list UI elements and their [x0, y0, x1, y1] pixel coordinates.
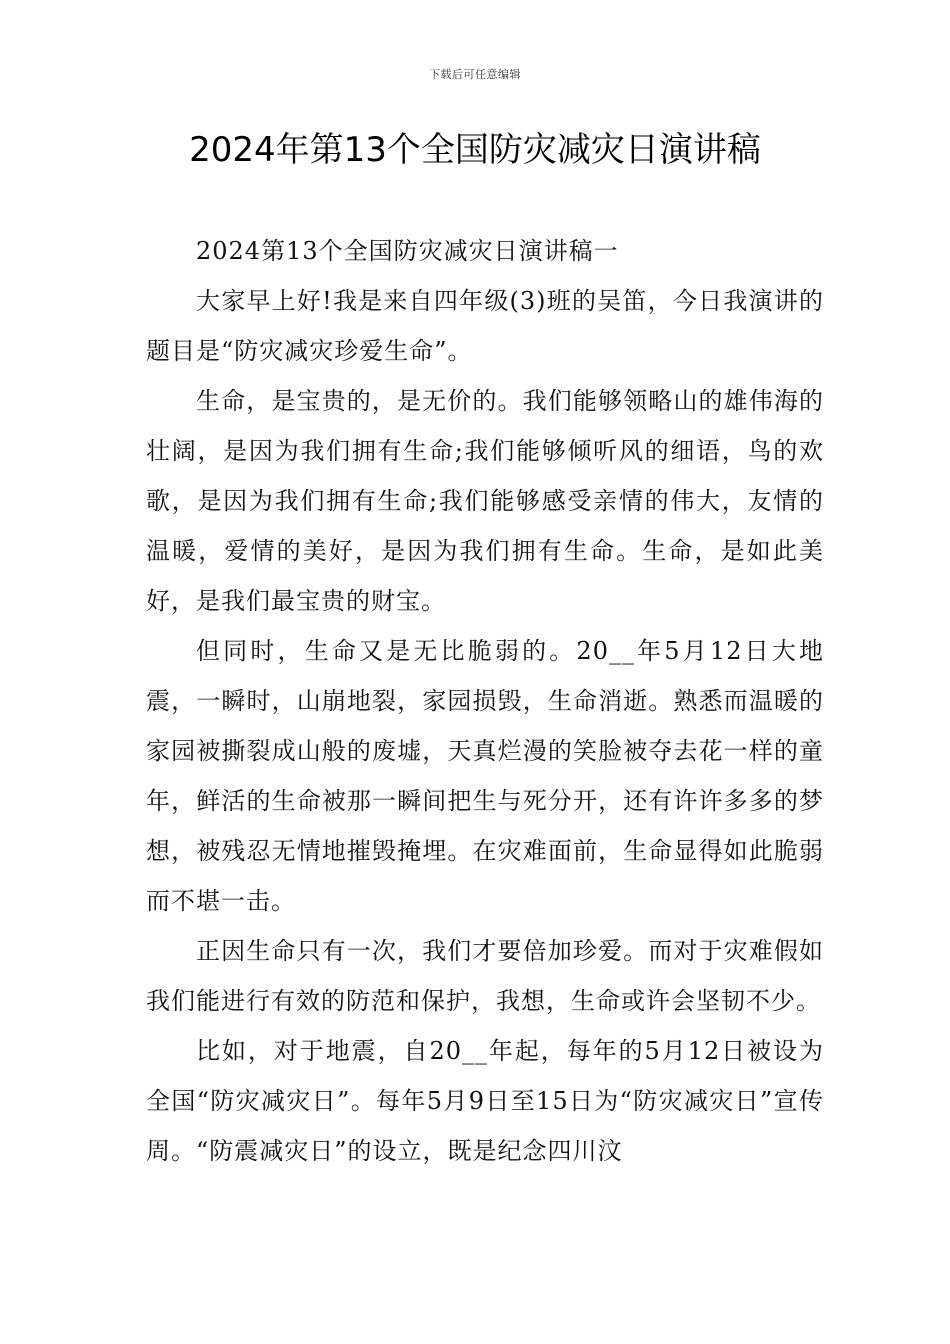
- paragraph-cherish-life: 正因生命只有一次，我们才要倍加珍爱。而对于灾难假如我们能进行有效的防范和保护，我想，生命或许会坚韧不少。: [146, 937, 824, 1015]
- document-title: 2024年第13个全国防灾减灾日演讲稿: [189, 130, 761, 170]
- paragraph-life-fragile: 但同时，生命又是无比脆弱的。20__年5月12日大地震，一瞬时，山崩地裂，家园损毁，生命消逝。熟悉而温暖的家园被撕裂成山般的废墟，天真烂漫的笑脸被夺去花一样的童年，鲜活的生命被那一瞬间把生与死分开，还有许许多多的梦想，被残忍无情地摧毁掩埋。在灾难面前，生命显得如此脆弱而不堪一击。: [146, 637, 824, 915]
- header-note: 下载后可任意编辑: [429, 68, 521, 81]
- paragraph-disaster-day: 比如，对于地震，自20__年起，每年的5月12日被设为全国“防灾减灾日”。每年5月9日至15日为“防灾减灾日”宣传周。“防震减灾日”的设立，既是纪念四川汶: [146, 1037, 824, 1165]
- paragraph-life-precious: 生命，是宝贵的，是无价的。我们能够领略山的雄伟海的壮阔，是因为我们拥有生命;我们能够倾听风的细语，鸟的欢歌，是因为我们拥有生命;我们能够感受亲情的伟大，友情的温暖，爱情的美好，是因为我们拥有生命。生命，是如此美好，是我们最宝贵的财宝。: [146, 387, 824, 615]
- paragraph-subtitle: 2024第13个全国防灾减灾日演讲稿一: [196, 237, 619, 265]
- paragraph-greeting: 大家早上好!我是来自四年级(3)班的吴笛，今日我演讲的题目是“防灾减灾珍爱生命”。: [146, 287, 824, 365]
- document-body: [146, 226, 824, 1176]
